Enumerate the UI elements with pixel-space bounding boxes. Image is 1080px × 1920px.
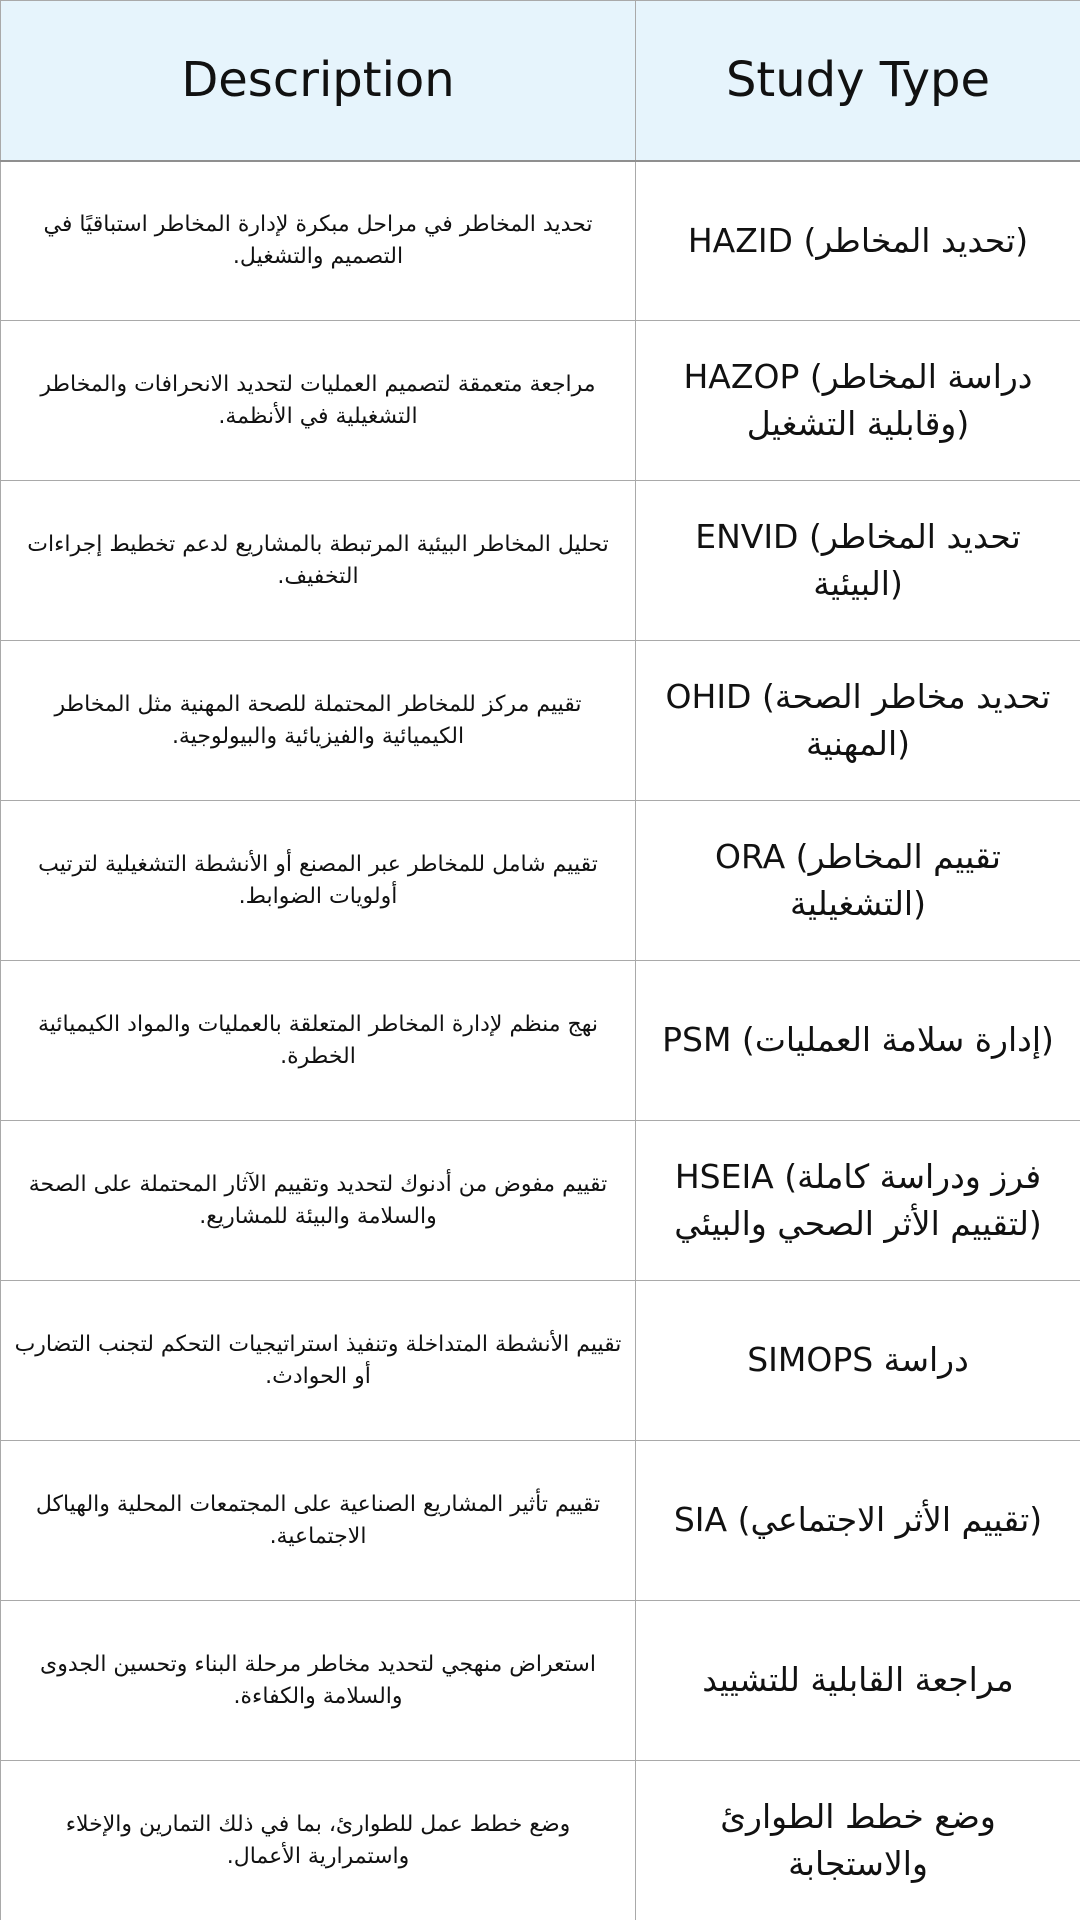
- table-row: [1, 1761, 1080, 1920]
- description-cell: نهج منظم لإدارة المخاطر المتعلقة بالعمليات والمواد الكيميائية الخطرة.: [1, 961, 636, 1121]
- study-type-cell: SIA (تقييم الأثر الاجتماعي): [636, 1441, 1080, 1601]
- study-type-cell: OHID (تحديد مخاطر الصحة المهنية): [636, 641, 1080, 801]
- study-type-cell: مراجعة القابلية للتشييد: [636, 1601, 1080, 1761]
- description-cell: استعراض منهجي لتحديد مخاطر مرحلة البناء وتحسين الجدوى والسلامة والكفاءة.: [1, 1601, 636, 1761]
- table-row: [1, 321, 1080, 481]
- study-type-cell: HAZOP (دراسة المخاطر وقابلية التشغيل): [636, 321, 1080, 481]
- table-row: [1, 641, 1080, 801]
- description-cell: تقييم مفوض من أدنوك لتحديد وتقييم الآثار المحتملة على الصحة والسلامة والبيئة للمشاريع.: [1, 1121, 636, 1281]
- table-row: [1, 1281, 1080, 1441]
- description-cell: تقييم مركز للمخاطر المحتملة للصحة المهنية مثل المخاطر الكيميائية والفيزيائية والبيولوجية.: [1, 641, 636, 801]
- description-cell: تقييم تأثير المشاريع الصناعية على المجتمعات المحلية والهياكل الاجتماعية.: [1, 1441, 636, 1601]
- description-cell: تحليل المخاطر البيئية المرتبطة بالمشاريع لدعم تخطيط إجراءات التخفيف.: [1, 481, 636, 641]
- study-type-cell: وضع خطط الطوارئ والاستجابة: [636, 1761, 1080, 1920]
- study-type-cell: دراسة SIMOPS: [636, 1281, 1080, 1441]
- header-row: [1, 1, 1080, 161]
- table-row: [1, 161, 1080, 321]
- description-cell: تقييم شامل للمخاطر عبر المصنع أو الأنشطة التشغيلية لترتيب أولويات الضوابط.: [1, 801, 636, 961]
- study-type-cell: ENVID (تحديد المخاطر البيئية): [636, 481, 1080, 641]
- table-body: [1, 161, 1080, 1920]
- table-row: [1, 961, 1080, 1121]
- study-type-cell: HSEIA (فرز ودراسة كاملة لتقييم الأثر الصحي والبيئي): [636, 1121, 1080, 1281]
- description-header: Description: [1, 1, 636, 161]
- description-cell: وضع خطط عمل للطوارئ، بما في ذلك التمارين والإخلاء واستمرارية الأعمال.: [1, 1761, 636, 1920]
- study-type-cell: HAZID (تحديد المخاطر): [636, 161, 1080, 321]
- table-row: [1, 1601, 1080, 1761]
- table-row: [1, 1121, 1080, 1281]
- table-header: [1, 1, 1080, 161]
- description-cell: مراجعة متعمقة لتصميم العمليات لتحديد الانحرافات والمخاطر التشغيلية في الأنظمة.: [1, 321, 636, 481]
- description-cell: تحديد المخاطر في مراحل مبكرة لإدارة المخاطر استباقيًا في التصميم والتشغيل.: [1, 161, 636, 321]
- table-row: [1, 481, 1080, 641]
- table-row: [1, 1441, 1080, 1601]
- study-type-header: Study Type: [636, 1, 1080, 161]
- study-type-cell: ORA (تقييم المخاطر التشغيلية): [636, 801, 1080, 961]
- description-cell: تقييم الأنشطة المتداخلة وتنفيذ استراتيجيات التحكم لتجنب التضارب أو الحوادث.: [1, 1281, 636, 1441]
- table-row: [1, 801, 1080, 961]
- study-type-cell: PSM (إدارة سلامة العمليات): [636, 961, 1080, 1121]
